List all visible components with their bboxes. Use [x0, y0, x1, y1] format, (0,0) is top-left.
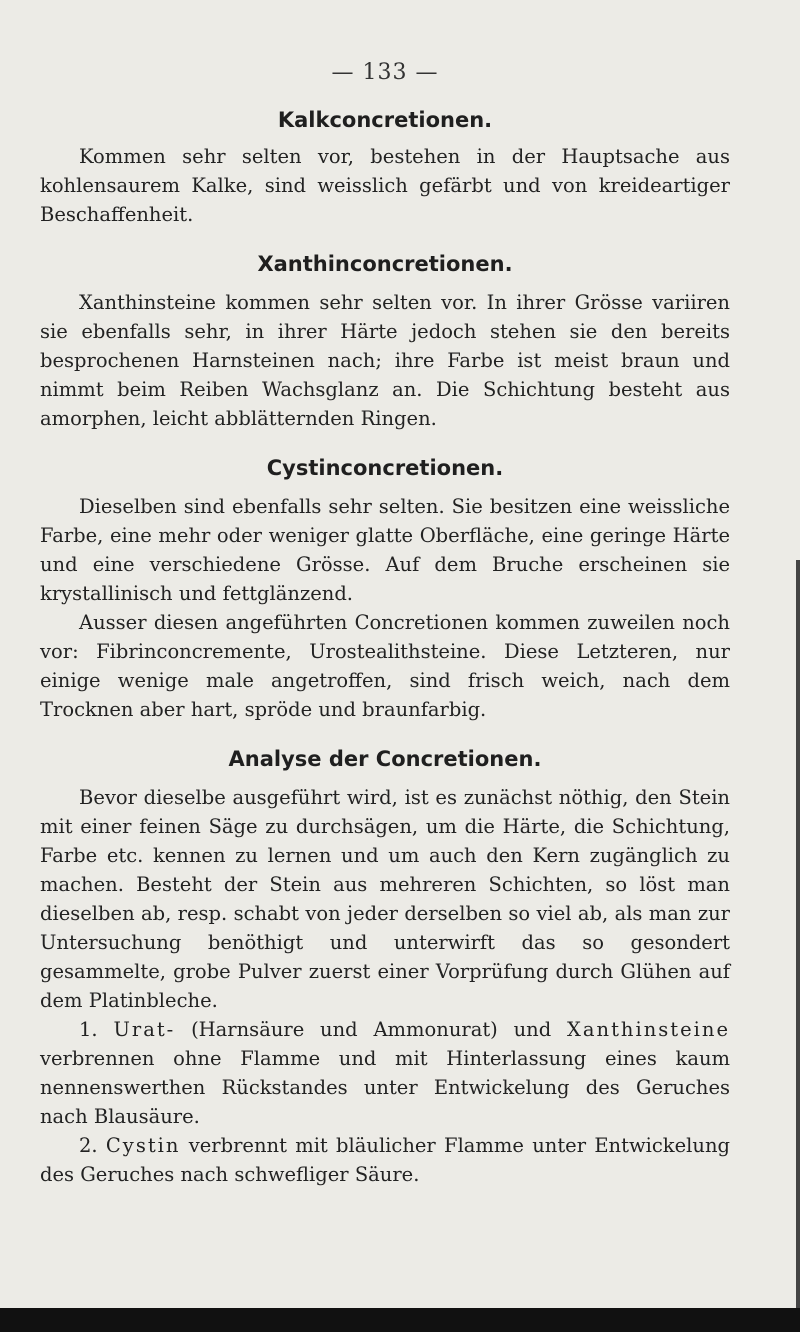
page-number: — 133 — — [331, 60, 439, 85]
page-content — [40, 108, 730, 1189]
paragraph: Xanthinsteine kommen sehr selten vor. In ihrer Grösse variiren sie ebenfalls sehr, in ihrer Härte jedoch stehen sie den bereits besprochenen Harnsteinen nach; ihre Farbe ist meist braun und nimmt beim Reiben Wachsglanz an. Die Schichtung besteht aus amorphen, leicht abblätternden Ringen. — [40, 291, 730, 430]
scan-border — [0, 1308, 800, 1332]
page-edge-shadow — [796, 560, 800, 1320]
list-item-cystin — [40, 1131, 730, 1189]
paragraph: Ausser diesen angeführten Concretionen kommen zuweilen noch vor: Fibrinconcremente, Urostealithsteine. Diese Letzteren, nur einige wenige male angetroffen, sind frisch weich, nach dem Trocknen aber hart, spröde und braunfarbig. — [40, 611, 730, 721]
item-text: verbrennen ohne Flamme und mit Hinterlassung eines kaum nennenswerthen Rückstandes unter Entwickelung des Geruches nach Blausäure. — [40, 1047, 730, 1128]
paragraph: Bevor dieselbe ausgeführt wird, ist es zunächst nöthig, den Stein mit einer feinen Säge zu durchsägen, um die Härte, die Schichtung, Farbe etc. kennen zu lernen und um auch den Kern zugänglich zu machen. Besteht der Stein aus mehreren Schichten, so löst man dieselben ab, resp. schabt von jeder derselben so viel ab, als man zur Untersuchung benöthigt und unterwirft das so gesondert gesammelte, grobe Pulver zuerst einer Vorprüfung durch Glühen auf dem Platinbleche. — [40, 786, 730, 1012]
section-heading-kalk: Kalkconcretionen. — [277, 108, 493, 132]
item-term: Urat- — [113, 1018, 176, 1041]
item-number: 1. — [79, 1018, 98, 1041]
paragraph: Kommen sehr selten vor, bestehen in der Hauptsache aus kohlensaurem Kalke, sind weisslich gefärbt und von kreideartiger Beschaffenheit. — [40, 145, 730, 226]
item-text: (Harnsäure und Ammonurat) und — [175, 1018, 568, 1041]
paragraph: Dieselben sind ebenfalls sehr selten. Sie besitzen eine weissliche Farbe, eine mehr oder weniger glatte Oberfläche, eine geringe Härte und eine verschiedene Grösse. Auf dem Bruche erscheinen sie krystallinisch und fettglänzend. — [40, 495, 730, 605]
item-term: Cystin — [105, 1134, 181, 1157]
section-heading-xanthin: Xanthinconcretionen. — [257, 252, 513, 276]
item-text: verbrennt mit bläulicher Flamme unter Entwickelung des Geruches nach schwefliger Säure. — [40, 1134, 730, 1186]
item-number: 2. — [79, 1134, 98, 1157]
section-heading-analyse: Analyse der Concretionen. — [228, 747, 542, 771]
section-heading-cystin: Cystinconcretionen. — [266, 456, 504, 480]
item-term: Xanthinsteine — [567, 1018, 730, 1041]
list-item-urat — [40, 1015, 730, 1131]
